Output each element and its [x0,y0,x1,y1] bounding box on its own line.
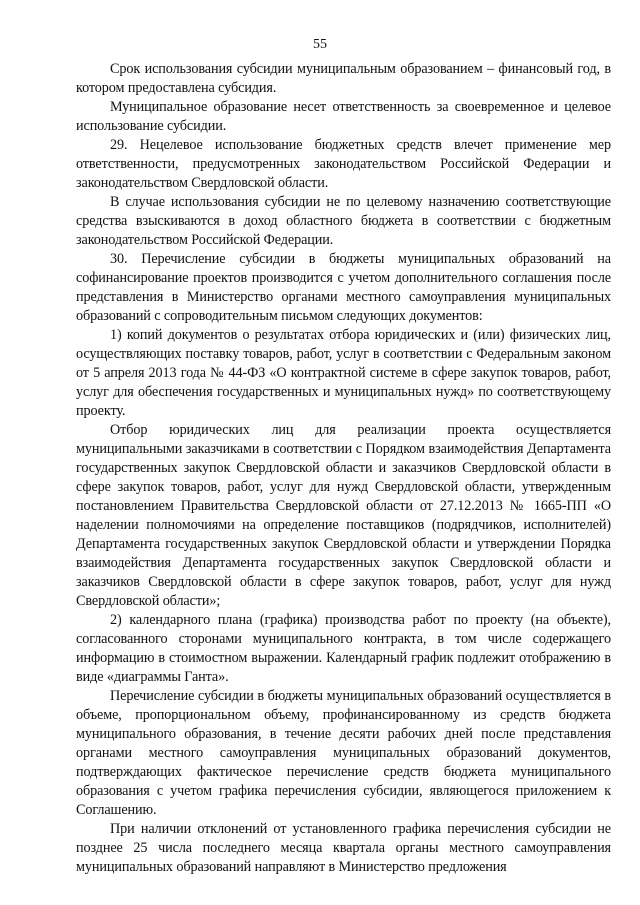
paragraph-document-list-1: 1) копий документов о результатах отбора юридических и (или) физических лиц, осуществляющих поставку товаров, работ, услуг в соответствии с Федеральным законом от 5 апреля 2013 года № 44-ФЗ «О контрактной системе в сфере закупок товаров, работ, услуг для обеспечения государственных и муниципальных нужд» по соответствующему проекту. [76,327,611,419]
paragraph-transfer-conditions: Перечисление субсидии в бюджеты муниципальных образований осуществляется в объеме, пропорциональном объему, профинансированному из средств бюджета муниципального образования, в течение десяти рабочих дней после представления органами местного самоуправления муниципальных образований документов, подтверждающих фактическое перечисление средств бюджета муниципального образования с учетом графика перечисления субсидии, являющегося приложением к Соглашению. [76,688,611,818]
paragraph-municipal-responsibility: Муниципальное образование несет ответственность за своевременное и целевое использование субсидии. [76,99,611,134]
paragraph-usage-period: Срок использования субсидии муниципальным образованием – финансовый год, в котором предоставлена субсидия. [76,61,611,96]
paragraph-item-30: 30. Перечисление субсидии в бюджеты муниципальных образований на софинансирование проектов производится с учетом дополнительного соглашения после представления в Министерство органами местного самоуправления муниципальных образований с сопроводительным письмом следующих документов: [76,251,611,324]
document-body [76,60,611,877]
page-number: 55 [313,37,327,52]
paragraph-document-list-2: 2) календарного плана (графика) производства работ по проекту (на объекте), согласованного сторонами муниципального контракта, в том числе содержащего информацию в стоимостном выражении. Календарный график подлежит отображению в виде «диаграммы Ганта». [76,612,611,685]
paragraph-misuse-recovery: В случае использования субсидии не по целевому назначению соответствующие средства взыскиваются в доход областного бюджета в соответствии с бюджетным законодательством Российской Федерации. [76,194,611,248]
paragraph-selection-procedure: Отбор юридических лиц для реализации проекта осуществляется муниципальными заказчиками в соответствии с Порядком взаимодействия Департамента государственных закупок Свердловской области и заказчиков Свердловской области в сфере закупок товаров, работ, услуг для нужд Свердловской области, утвержденным постановлением Правительства Свердловской области от 27.12.2013 № 1665-ПП «О наделении полномочиями на определение поставщиков (подрядчиков, исполнителей) Департамента государственных закупок Свердловской области и утверждении Порядка взаимодействия Департамента государственных закупок Свердловской области и заказчиков Свердловской области в сфере закупок товаров, работ, услуг для нужд Свердловской области»; [76,422,611,609]
paragraph-item-29: 29. Нецелевое использование бюджетных средств влечет применение мер ответственности, предусмотренных законодательством Российской Федерации и законодательством Свердловской области. [76,137,611,191]
paragraph-schedule-deviation: При наличии отклонений от установленного графика перечисления субсидии не позднее 25 числа последнего месяца квартала органы местного самоуправления муниципальных образований направляют в Министерство предложения [76,821,611,875]
